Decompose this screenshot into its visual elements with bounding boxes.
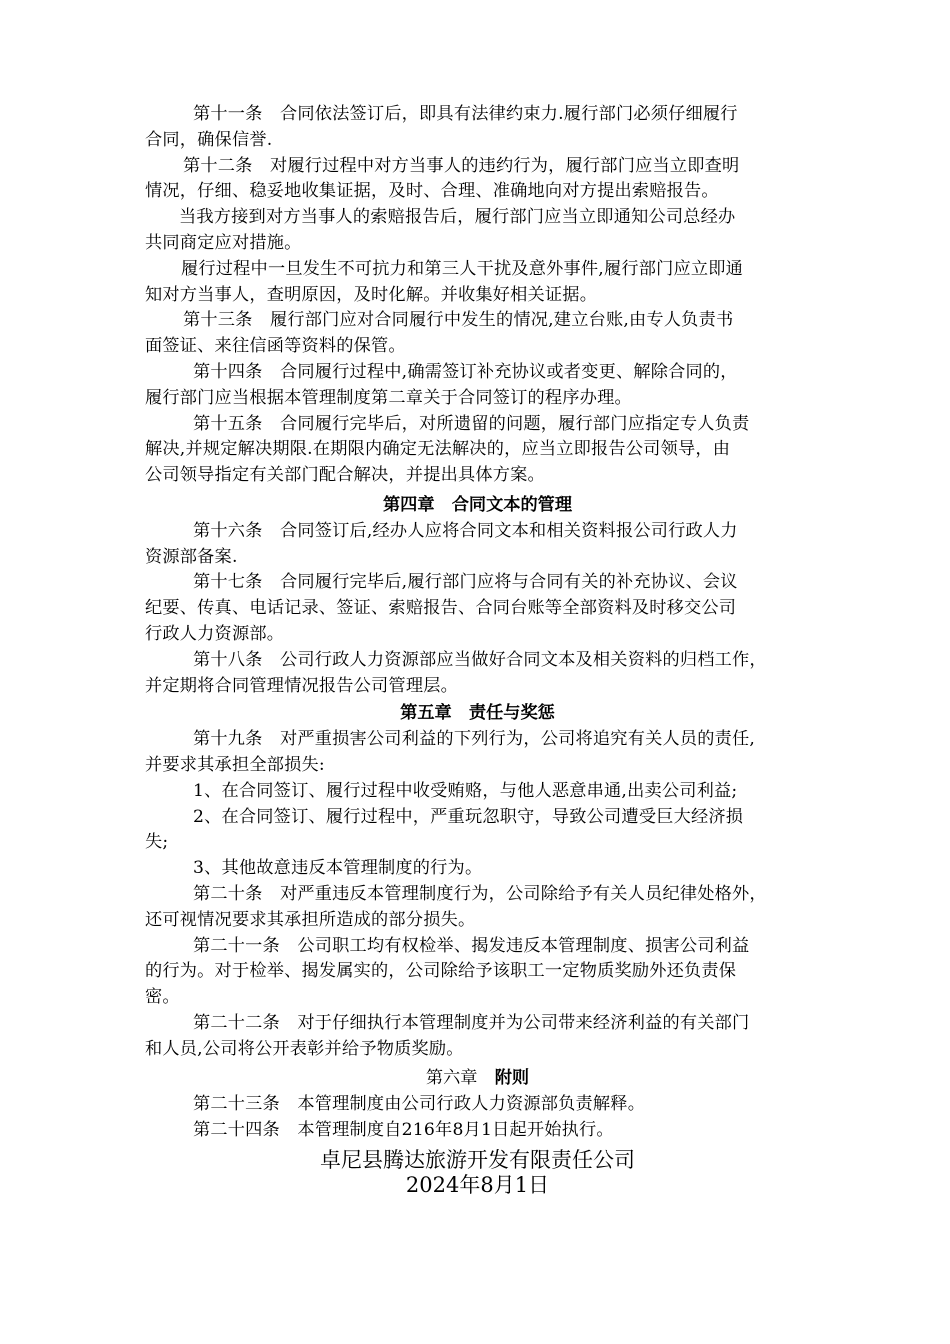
- text-line: 并定期将合同管理情况报告公司管理层。: [145, 675, 458, 696]
- text-line: 第十四条 合同履行过程中,确需签订补充协议或者变更、解除合同的，: [193, 361, 738, 382]
- text-line: 第十九条 对严重损害公司利益的下列行为，公司将追究有关人员的责任,: [193, 729, 756, 750]
- text-line: 2、在合同签订、履行过程中，严重玩忽职守，导致公司遭受巨大经济损: [193, 806, 744, 827]
- text-line: 密。: [145, 987, 180, 1008]
- articles-section-5: [145, 727, 810, 1062]
- text-line: 第十八条 公司行政人力资源部应当做好合同文本及相关资料的归档工作，: [193, 649, 767, 670]
- text-line: 第二十条 对严重违反本管理制度行为，公司除给予有关人员纪律处格外，: [193, 883, 767, 904]
- articles-section-3: [145, 102, 810, 489]
- document-body: [145, 102, 810, 1198]
- text-line: 解决,并规定解决期限.在期限内确定无法解决的，应当立即报告公司领导，由: [145, 439, 731, 460]
- text-line: 失;: [145, 832, 169, 853]
- text-line: 履行过程中一旦发生不可抗力和第三人干扰及意外事件,履行部门应立即通: [181, 258, 744, 279]
- text-line: 第二十二条 对于仔细执行本管理制度并为公司带来经济利益的有关部门: [193, 1012, 750, 1033]
- text-line: 第十七条 合同履行完毕后,履行部门应将与合同有关的补充协议、会议: [193, 572, 738, 593]
- text-line: 1、在合同签订、履行过程中收受贿赂，与他人恶意串通,出卖公司利益;: [193, 780, 738, 801]
- text-line: 公司领导指定有关部门配合解决，并提出具体方案。: [145, 465, 545, 486]
- text-line: 知对方当事人，查明原因，及时化解。并收集好相关证据。: [145, 284, 598, 305]
- text-line: 情况，仔细、稳妥地收集证据，及时、合理、准确地向对方提出索赔报告。: [145, 181, 719, 202]
- text-line: 面签证、来往信函等资料的保管。: [145, 336, 406, 357]
- text-line: 合同，确保信誉.: [145, 129, 273, 150]
- text-line: 第十三条 履行部门应对合同履行中发生的情况,建立台账,由专人负责书: [183, 310, 734, 331]
- text-line: 和人员,公司将公开表彰并给予物质奖励。: [145, 1038, 464, 1059]
- company-signature: 卓尼县腾达旅游开发有限责任公司: [320, 1147, 635, 1172]
- text-line: 3、其他故意违反本管理制度的行为。: [193, 858, 483, 879]
- chapter-6-number: 第六章: [425, 1068, 495, 1089]
- text-line: 第十五条 合同履行完毕后，对所遗留的问题，履行部门应指定专人负责: [193, 413, 750, 434]
- chapter-6-title: 附则: [494, 1068, 530, 1089]
- text-line: 第十一条 合同依法签订后，即具有法律约束力.履行部门必须仔细履行: [193, 104, 738, 124]
- chapter-4-heading: 第四章 合同文本的管理: [382, 494, 573, 515]
- text-line: 第二十四条 本管理制度自216年8月1日起开始执行。: [193, 1120, 614, 1141]
- text-line: 行政人力资源部。: [145, 623, 285, 644]
- text-line: 的行为。对于检举、揭发属实的，公司除给予该职工一定物质奖励外还负责保: [145, 961, 737, 982]
- chapter-5-heading: 第五章 责任与奖惩: [400, 703, 555, 724]
- signature-date: 2024年8月1日: [405, 1172, 550, 1197]
- text-line: 第十六条 合同签订后,经办人应将合同文本和相关资料报公司行政人力: [193, 520, 738, 541]
- text-line: 履行部门应当根据本管理制度第二章关于合同签订的程序办理。: [145, 387, 632, 408]
- text-line: 并要求其承担全部损失:: [145, 754, 325, 775]
- articles-section-4: [145, 519, 810, 700]
- text-line: 资源部备案.: [145, 546, 238, 567]
- text-line: 纪要、传真、电话记录、签证、索赔报告、合同台账等全部资料及时移交公司: [145, 598, 737, 619]
- text-line: 第十二条 对履行过程中对方当事人的违约行为，履行部门应当立即查明: [183, 155, 740, 176]
- text-line: 共同商定应对措施。: [145, 232, 302, 253]
- text-line: 当我方接到对方当事人的索赔报告后，履行部门应当立即通知公司总经办: [179, 207, 736, 228]
- chapter-6-heading: [145, 1066, 810, 1092]
- articles-section-6: [145, 1092, 810, 1144]
- text-line: 第二十三条 本管理制度由公司行政人力资源部负责解释。: [193, 1094, 646, 1115]
- text-line: 第二十一条 公司职工均有权检举、揭发违反本管理制度、损害公司利益: [193, 935, 750, 956]
- text-line: 还可视情况要求其承担所造成的部分损失。: [145, 909, 476, 930]
